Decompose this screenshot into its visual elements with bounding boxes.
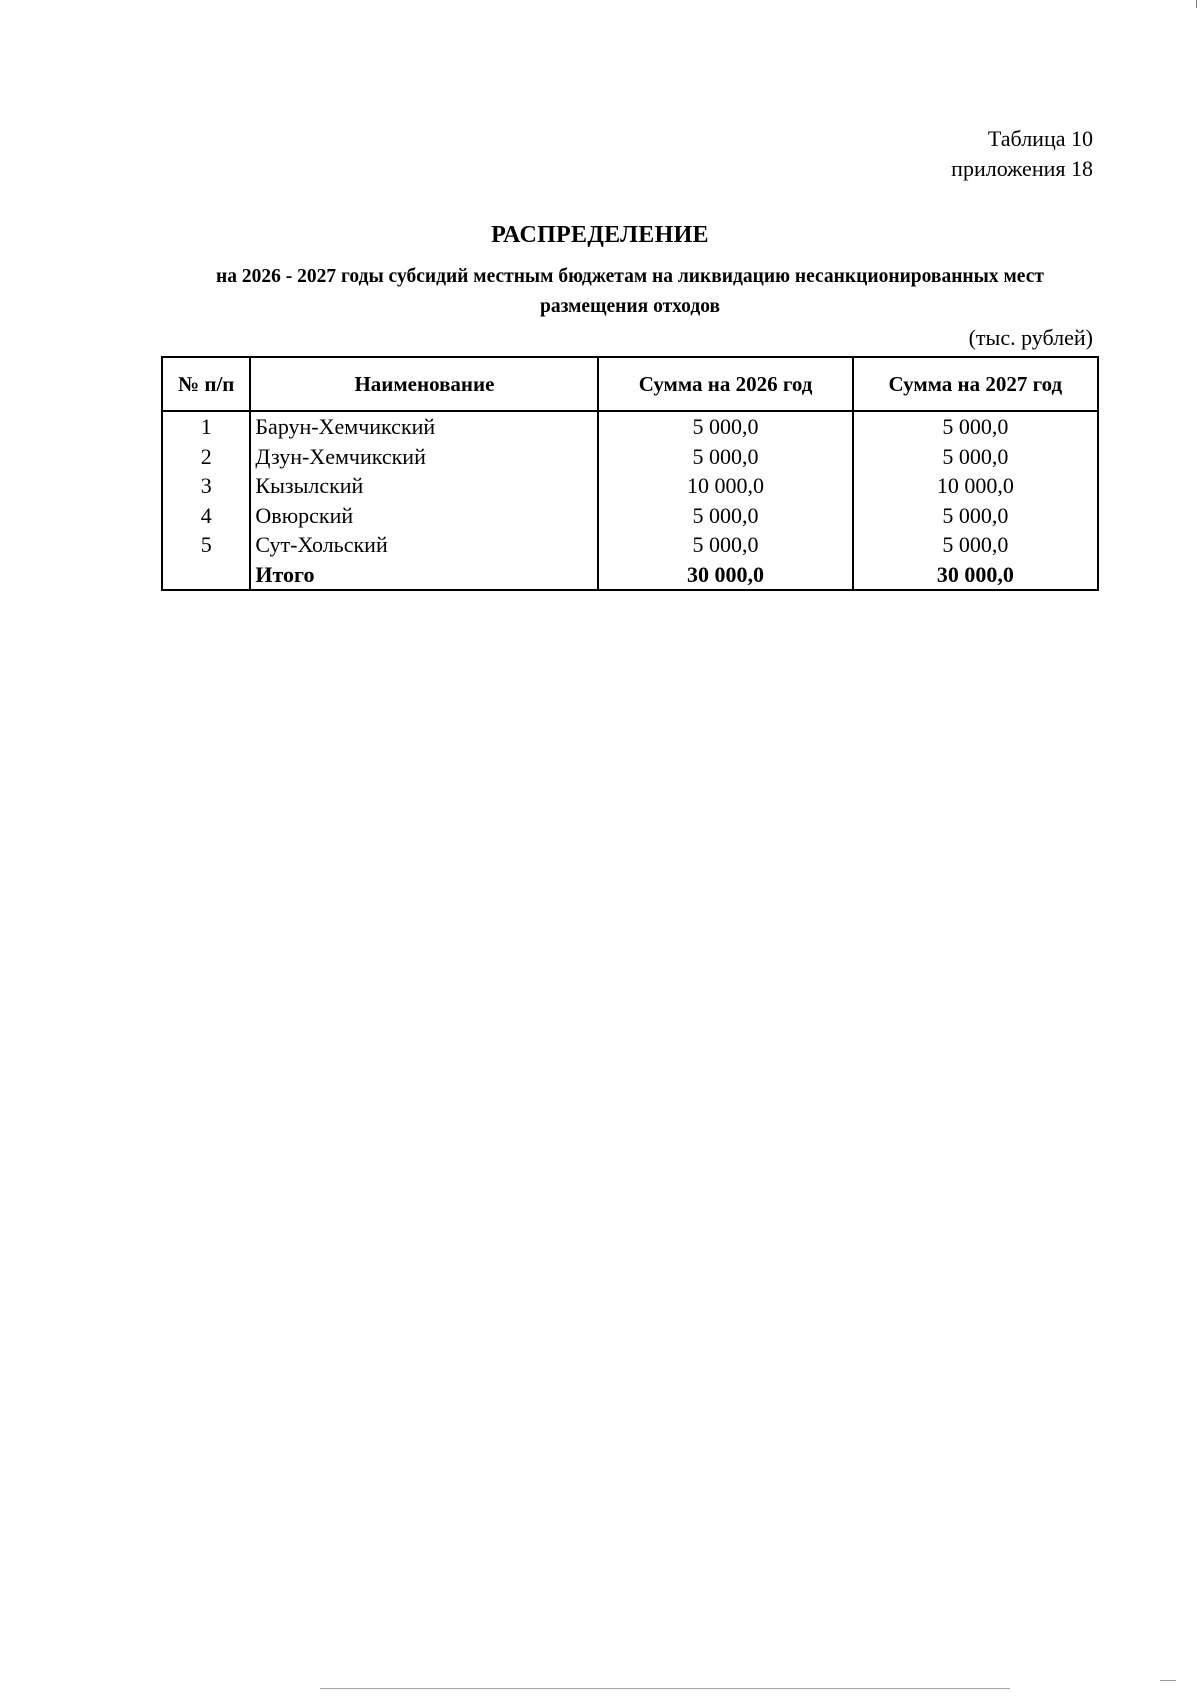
table-row [162,411,1098,442]
header-sum-2026: Сумма на 2026 год [598,357,852,411]
table-reference [951,124,1093,184]
row-number: 2 [162,442,250,472]
table-row [162,471,1098,501]
total-sum-2026: 30 000,0 [598,560,852,591]
total-sum-2027: 30 000,0 [853,560,1098,591]
header-name: Наименование [250,357,598,411]
table-row [162,442,1098,472]
row-name: Барун-Хемчикский [250,411,598,442]
document-title: РАСПРЕДЕЛЕНИЕ [491,222,709,248]
distribution-table [161,356,1099,591]
header-number: № п/п [162,357,250,411]
table-header-row [162,357,1098,411]
row-sum-2027: 5 000,0 [853,442,1098,472]
row-sum-2027: 5 000,0 [853,411,1098,442]
row-name: Сут-Хольский [250,530,598,560]
scan-artifact-tick [1196,0,1197,8]
scan-artifact-mark [1160,1680,1176,1681]
row-number: 3 [162,471,250,501]
row-sum-2026: 10 000,0 [598,471,852,501]
appendix-number: приложения 18 [951,156,1093,181]
row-sum-2026: 5 000,0 [598,442,852,472]
scan-artifact-line [320,1688,1010,1689]
row-number: 5 [162,530,250,560]
total-number-cell [162,560,250,591]
row-name: Кызылский [250,471,598,501]
document-subtitle: на 2026 - 2027 годы субсидий местным бюджетам на ликвидацию несанкционированных мест размещения отходов [216,266,1044,317]
table-row [162,501,1098,531]
row-name: Овюрский [250,501,598,531]
row-sum-2027: 10 000,0 [853,471,1098,501]
row-name: Дзун-Хемчикский [250,442,598,472]
row-number: 4 [162,501,250,531]
row-sum-2027: 5 000,0 [853,501,1098,531]
row-number: 1 [162,411,250,442]
row-sum-2026: 5 000,0 [598,411,852,442]
units-label: (тыс. рублей) [968,325,1093,350]
header-sum-2027: Сумма на 2027 год [853,357,1098,411]
row-sum-2027: 5 000,0 [853,530,1098,560]
table-total-row [162,560,1098,591]
row-sum-2026: 5 000,0 [598,501,852,531]
table-row [162,530,1098,560]
row-sum-2026: 5 000,0 [598,530,852,560]
total-label: Итого [250,560,598,591]
table-number: Таблица 10 [987,126,1093,151]
